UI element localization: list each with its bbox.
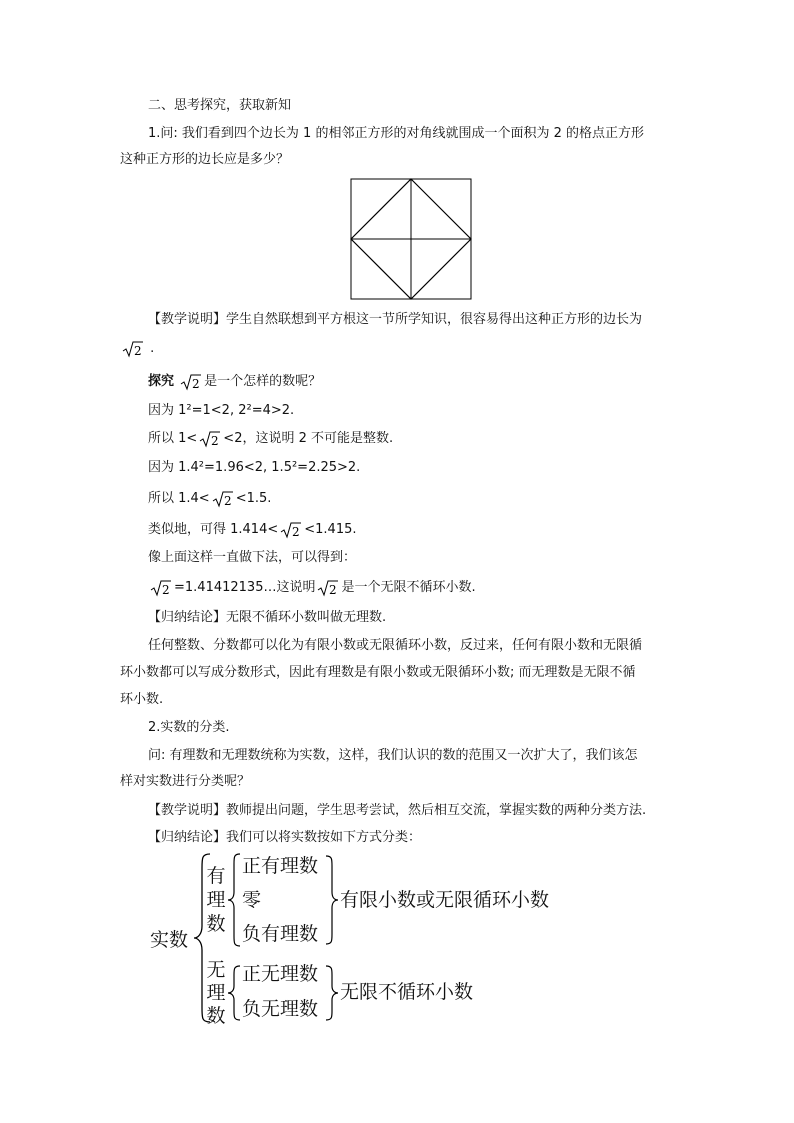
- irrational-right-brace: [326, 966, 338, 1020]
- sqrt-symbol: [122, 340, 144, 358]
- sqrt-symbol: [180, 373, 202, 391]
- negative-rational: 负有理数: [242, 923, 319, 945]
- so-line-1: 所以 1< 2 <2，这说明 2 不可能是整数.: [148, 431, 394, 448]
- grid-square-figure: [350, 178, 472, 300]
- sqrt-symbol: [280, 521, 302, 539]
- irrational-char-2: 理: [206, 982, 226, 1004]
- because-line-2: 因为 1.4²=1.96<2, 1.5²=2.25>2.: [148, 460, 361, 475]
- result-line: 2 =1.41412135…这说明 2 是一个无限不循环小数.: [148, 578, 476, 598]
- question-2-line-1: 问: 有理数和无理数统称为实数，这样，我们认识的数的范围又一次扩大了，我们该怎: [148, 748, 638, 763]
- continue-line: 像上面这样一直做下法，可以得到：: [148, 550, 357, 565]
- svg-text:2: 2: [223, 493, 232, 508]
- svg-text:2: 2: [329, 582, 338, 597]
- rational-char-1: 有: [206, 865, 226, 887]
- conclusion-1: 【归纳结论】无限不循环小数叫做无理数.: [148, 610, 387, 625]
- svg-text:2: 2: [211, 433, 219, 448]
- positive-irrational: 正无理数: [242, 963, 319, 985]
- negative-irrational: 负无理数: [242, 998, 319, 1020]
- paragraph-line-1: 任何整数、分数都可以化为有限小数或无限循环小数，反过来，任何有限小数和无限循: [148, 638, 643, 653]
- sqrt-symbol: [150, 579, 172, 597]
- teaching-note-1-result: 2 .: [120, 339, 154, 359]
- similar-line: 类似地，可得 1.414< 2 <1.415.: [148, 522, 357, 539]
- zero: 零: [242, 889, 262, 911]
- explore-label: 探究: [148, 374, 175, 389]
- rational-description: 有限小数或无限循环小数: [340, 889, 550, 911]
- sqrt-symbol: [212, 490, 234, 508]
- so-line-2: 所以 1.4< 2 <1.5.: [148, 491, 272, 508]
- question-2-line-2: 样对实数进行分类呢？: [120, 774, 251, 789]
- section-2-title: 2.实数的分类.: [148, 720, 230, 735]
- section-title: 二、思考探究，获取新知: [148, 98, 292, 113]
- because-line-1: 因为 1²=1<2, 2²=4>2.: [148, 403, 295, 418]
- irrational-char-1: 无: [206, 959, 226, 981]
- svg-text:2: 2: [192, 376, 200, 391]
- irrational-brace: [228, 966, 240, 1020]
- question-1-line-2: 这种正方形的边长应是多少？: [120, 152, 290, 167]
- rational-right-brace: [326, 856, 338, 944]
- question-1-line-1: 1.问: 我们看到四个边长为 1 的相邻正方形的对角线就围成一个面积为 2 的格点正方形: [148, 126, 644, 141]
- paragraph-line-3: 环小数.: [120, 692, 164, 707]
- sqrt-symbol: [317, 579, 339, 597]
- explore-line: 探究 2 是一个怎样的数呢？: [148, 374, 322, 391]
- teaching-note-1: 【教学说明】学生自然联想到平方根这一节所学知识，很容易得出这种正方形的边长为: [148, 312, 643, 327]
- sqrt-symbol: [199, 430, 221, 448]
- rational-char-3: 数: [206, 913, 226, 935]
- conclusion-2: 【归纳结论】我们可以将实数按如下方式分类：: [148, 830, 422, 845]
- svg-text:2: 2: [162, 582, 170, 597]
- real-number-classification: [140, 848, 600, 1028]
- rational-char-2: 理: [206, 889, 226, 911]
- svg-text:2: 2: [292, 524, 300, 539]
- teaching-note-2: 【教学说明】教师提出问题，学生思考尝试，然后相互交流，掌握实数的两种分类方法.: [148, 803, 647, 818]
- irrational-description: 无限不循环小数: [340, 981, 474, 1003]
- tree-root: 实数: [150, 929, 189, 951]
- paragraph-line-2: 环小数都可以写成分数形式，因此有理数是有限小数或无限循环小数; 而无理数是无限不循: [120, 665, 636, 680]
- rational-brace: [228, 854, 240, 946]
- positive-rational: 正有理数: [242, 855, 319, 877]
- svg-text:2: 2: [134, 343, 142, 358]
- irrational-char-3: 数: [206, 1005, 226, 1027]
